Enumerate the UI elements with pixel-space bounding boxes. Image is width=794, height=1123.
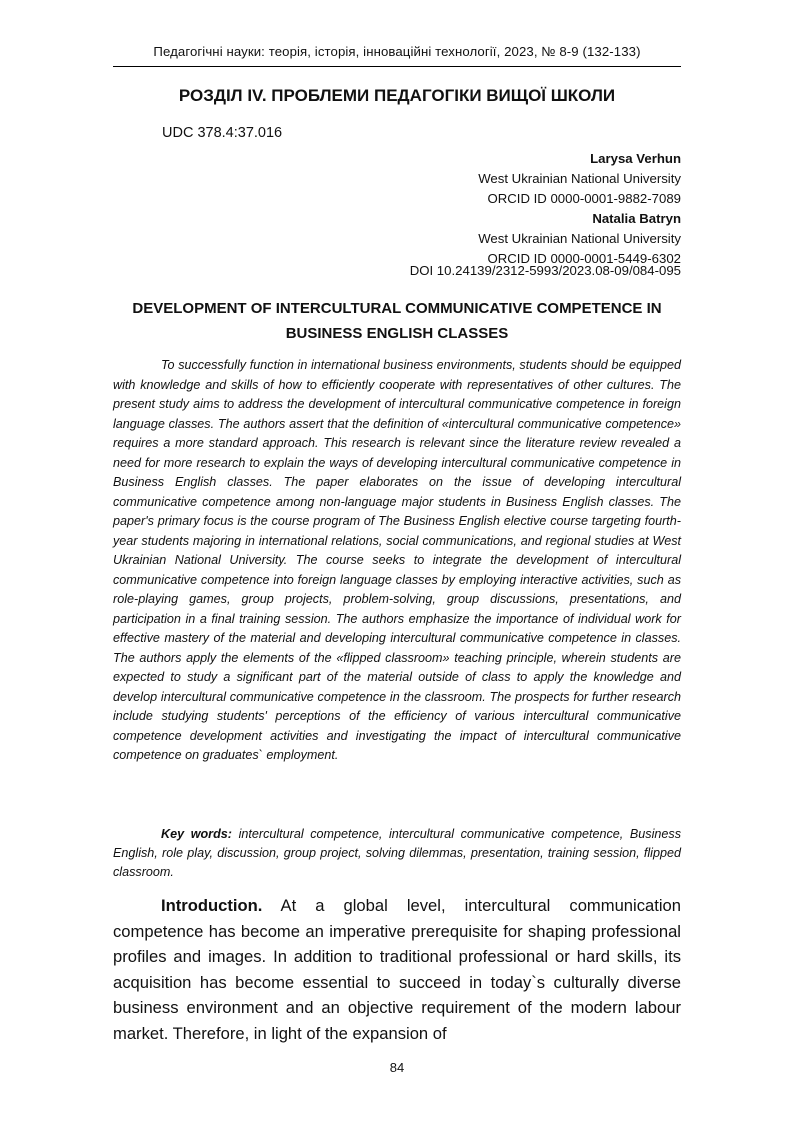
running-head: Педагогічні науки: теорія, історія, інноваційні технології, 2023, № 8-9 (132-133) <box>153 44 641 59</box>
doi: DOI 10.24139/2312-5993/2023.08-09/084-095 <box>409 263 681 278</box>
introduction-heading: Introduction. <box>161 896 263 915</box>
header-rule <box>113 66 681 67</box>
paper-title: DEVELOPMENT OF INTERCULTURAL COMMUNICATIVE COMPETENCE IN BUSINESS ENGLISH CLASSES <box>132 300 662 342</box>
keywords-label: Key words: <box>161 827 232 841</box>
author-orcid: ORCID ID 0000-0001-9882-7089 <box>487 191 681 206</box>
author-orcid: ORCID ID 0000-0001-5449-6302 <box>487 251 681 266</box>
introduction-paragraph <box>113 893 681 1046</box>
udc-code: UDC 378.4:37.016 <box>162 125 283 141</box>
section-title: РОЗДІЛ IV. ПРОБЛЕМИ ПЕДАГОГІКИ ВИЩОЇ ШКОЛИ <box>178 86 616 105</box>
author-name: Larysa Verhun <box>590 151 681 166</box>
author-block <box>300 149 681 269</box>
page-number: 84 <box>389 1060 405 1075</box>
keywords <box>113 825 681 882</box>
author-affiliation: West Ukrainian National University <box>478 171 681 186</box>
author-affiliation: West Ukrainian National University <box>478 231 681 246</box>
author-name: Natalia Batryn <box>592 211 681 226</box>
abstract: To successfully function in international business environments, students should be equipped with knowledge and skills of how to efficiently cooperate with representatives of other cultures. The present study aims to address the development of intercultural communicative competence in foreign language classes. The authors assert that the definition of «intercultural communicative competence» requires a more standard approach. This research is relevant since the literature review revealed a need for more research to explain the ways of developing intercultural communicative competence in Business English classes. The paper elaborates on the issue of developing intercultural communicative competence among non-language major students in Business English classes. The paper's primary focus is the course program of The Business English elective course targeting fourth-year students majoring in international relations, social communications, and regional studies at West Ukrainian National University. The course seeks to integrate the development of intercultural communicative competence into foreign language classes by employing interactive activities, such as role-playing games, group projects, problem-solving, group discussions, presentations, and participation in a final training session. The authors emphasize the importance of individual work for effective mastery of the material and developing intercultural communicative competence in classes. The authors apply the elements of the «flipped classroom» teaching principle, wherein students are expected to study a significant part of the material outside of class to apply the knowledge and develop intercultural communicative competence in the classroom. The prospects for further research include studying students' perceptions of the efficiency of various intercultural communicative competence development activities and investigating the impact of intercultural communicative competence on graduates` employment. <box>113 358 681 762</box>
introduction-text: At a global level, intercultural communication competence has become an imperative prerequisite for shaping professional profiles and images. In addition to traditional professional or hard skills, its acquisition has become essential to succeed in today`s culturally diverse business environment and an objective requirement of the modern labour market. Therefore, in light of the expansion of <box>113 896 681 1043</box>
keywords-list: intercultural competence, intercultural communicative competence, Business English, role play, discussion, group project, solving dilemmas, presentation, training session, flipped classroom. <box>113 827 681 879</box>
